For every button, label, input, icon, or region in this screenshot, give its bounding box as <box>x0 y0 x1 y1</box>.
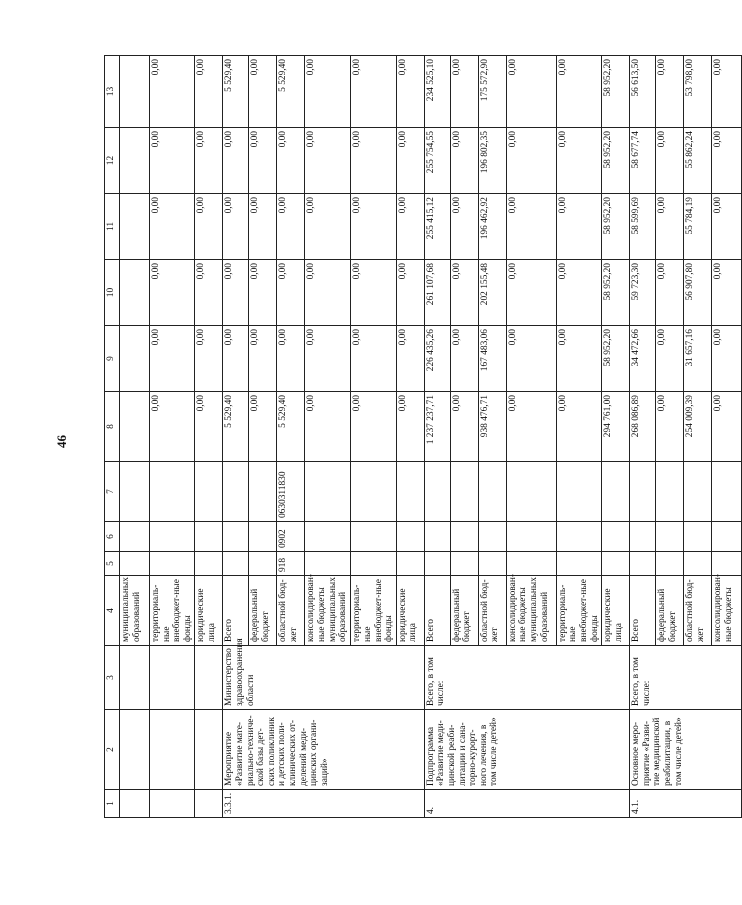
value-cell: 0,00 <box>656 260 684 326</box>
code-cell <box>630 522 656 552</box>
value-cell: 0,00 <box>223 260 249 326</box>
value-cell: 0,00 <box>450 56 478 128</box>
code-cell <box>656 462 684 522</box>
code-cell <box>630 552 656 576</box>
value-cell: 0,00 <box>556 194 601 260</box>
code-cell <box>424 522 450 552</box>
code-cell <box>684 552 712 576</box>
value-cell <box>120 260 150 326</box>
value-cell: 0,00 <box>506 194 556 260</box>
value-cell: 261 107,68 <box>424 260 450 326</box>
code-cell <box>223 522 249 552</box>
code-cell <box>223 552 249 576</box>
header-row <box>105 56 120 818</box>
source-cell: консолидирован-ные бюджеты муниципальных образований <box>305 576 351 646</box>
value-cell: 0,00 <box>556 326 601 392</box>
value-cell: 0,00 <box>195 128 223 194</box>
value-cell: 226 435,26 <box>424 326 450 392</box>
responsible-cell: Всего, в том числе: <box>630 646 742 710</box>
value-cell: 5 529,40 <box>223 56 249 128</box>
header-cell: 13 <box>105 56 120 128</box>
table-row <box>195 56 223 818</box>
responsible-cell <box>195 646 223 710</box>
value-cell: 0,00 <box>556 392 601 462</box>
source-cell: юридические лица <box>396 576 424 646</box>
value-cell: 0,00 <box>305 260 351 326</box>
value-cell: 0,00 <box>305 194 351 260</box>
code-cell <box>656 522 684 552</box>
value-cell: 5 529,40 <box>277 392 305 462</box>
value-cell: 0,00 <box>556 56 601 128</box>
value-cell: 234 525,10 <box>424 56 450 128</box>
value-cell <box>120 128 150 194</box>
table-row <box>120 56 150 818</box>
code-cell <box>249 522 277 552</box>
value-cell: 0,00 <box>195 392 223 462</box>
code-cell: 0902 <box>277 522 305 552</box>
budget-table <box>104 55 742 818</box>
value-cell <box>120 194 150 260</box>
value-cell: 56 613,50 <box>630 56 656 128</box>
source-cell: консолидирован-ные бюджеты муниципальных образований <box>506 576 556 646</box>
value-cell: 58 952,20 <box>602 260 630 326</box>
value-cell: 0,00 <box>506 326 556 392</box>
code-cell <box>450 462 478 522</box>
value-cell: 0,00 <box>396 194 424 260</box>
code-cell <box>249 462 277 522</box>
value-cell: 0,00 <box>656 56 684 128</box>
value-cell: 0,00 <box>396 260 424 326</box>
value-cell: 0,00 <box>249 326 277 392</box>
source-cell: муниципальных образований <box>120 576 150 646</box>
code-cell <box>712 552 742 576</box>
value-cell: 167 483,06 <box>478 326 506 392</box>
value-cell: 0,00 <box>712 392 742 462</box>
code-cell: 0630311830 <box>277 462 305 522</box>
source-cell: территориаль-ные внебюджет-ные фонды <box>556 576 601 646</box>
value-cell: 0,00 <box>450 326 478 392</box>
value-cell: 0,00 <box>150 56 195 128</box>
value-cell: 0,00 <box>656 128 684 194</box>
code-cell <box>305 552 351 576</box>
code-cell <box>478 552 506 576</box>
value-cell: 0,00 <box>656 392 684 462</box>
value-cell: 0,00 <box>223 128 249 194</box>
code-cell <box>150 522 195 552</box>
code-cell <box>195 462 223 522</box>
value-cell: 0,00 <box>450 260 478 326</box>
source-cell: федеральный бюджет <box>450 576 478 646</box>
code-cell <box>478 462 506 522</box>
value-cell: 0,00 <box>223 326 249 392</box>
value-cell: 255 754,55 <box>424 128 450 194</box>
value-cell: 56 907,80 <box>684 260 712 326</box>
value-cell: 0,00 <box>351 260 396 326</box>
value-cell: 175 572,90 <box>478 56 506 128</box>
value-cell: 0,00 <box>195 326 223 392</box>
value-cell: 0,00 <box>656 326 684 392</box>
code-cell <box>305 522 351 552</box>
value-cell: 0,00 <box>305 326 351 392</box>
value-cell: 0,00 <box>150 128 195 194</box>
value-cell: 0,00 <box>556 260 601 326</box>
code-cell <box>602 522 630 552</box>
header-cell: 1 <box>105 790 120 818</box>
value-cell: 0,00 <box>277 194 305 260</box>
value-cell: 938 476,71 <box>478 392 506 462</box>
responsible-cell: Всего, в том числе: <box>424 646 629 710</box>
measure-name-cell: Подпрограмма «Развитие меди-цинской реаби-литации и сана-торно-курорт-ного лечения, в том числе детей» <box>424 710 629 790</box>
code-cell <box>450 552 478 576</box>
value-cell: 0,00 <box>351 326 396 392</box>
value-cell: 0,00 <box>305 392 351 462</box>
value-cell: 0,00 <box>396 128 424 194</box>
code-cell <box>602 552 630 576</box>
value-cell: 0,00 <box>249 392 277 462</box>
source-cell: областной бюд-жет <box>684 576 712 646</box>
value-cell: 196 462,92 <box>478 194 506 260</box>
value-cell: 58 952,20 <box>602 194 630 260</box>
value-cell: 0,00 <box>223 194 249 260</box>
source-cell: Всего <box>223 576 249 646</box>
code-cell <box>556 552 601 576</box>
value-cell: 0,00 <box>351 194 396 260</box>
source-cell: территориаль-ные внебюджет-ные фонды <box>150 576 195 646</box>
value-cell: 0,00 <box>277 326 305 392</box>
header-cell: 5 <box>105 552 120 576</box>
value-cell: 58 952,20 <box>602 128 630 194</box>
table-row <box>223 56 249 818</box>
code-cell: 918 <box>277 552 305 576</box>
value-cell: 0,00 <box>656 194 684 260</box>
code-cell <box>712 462 742 522</box>
code-cell <box>351 552 396 576</box>
table-row <box>424 56 450 818</box>
value-cell: 0,00 <box>195 194 223 260</box>
value-cell: 34 472,66 <box>630 326 656 392</box>
value-cell: 0,00 <box>506 392 556 462</box>
code-cell <box>351 462 396 522</box>
value-cell: 0,00 <box>150 392 195 462</box>
code-cell <box>195 522 223 552</box>
source-cell: областной бюд-жет <box>478 576 506 646</box>
code-cell <box>195 552 223 576</box>
value-cell <box>120 326 150 392</box>
code-cell <box>684 522 712 552</box>
value-cell: 0,00 <box>712 194 742 260</box>
value-cell: 58 599,69 <box>630 194 656 260</box>
code-cell <box>120 462 150 522</box>
value-cell: 0,00 <box>150 326 195 392</box>
responsible-cell: Министерство здравоохранения области <box>223 646 424 710</box>
code-cell <box>684 462 712 522</box>
measure-name-cell <box>120 710 150 790</box>
value-cell: 1 237 237,71 <box>424 392 450 462</box>
measure-name-cell: Мероприятие «Развитие мате-риально-техниче-ской базы дет-ских поликлиник и детских поли-клинических от-делений меди-цинских органи-заций» <box>223 710 424 790</box>
value-cell <box>120 392 150 462</box>
code-cell <box>249 552 277 576</box>
source-cell: юридические лица <box>195 576 223 646</box>
value-cell: 0,00 <box>249 128 277 194</box>
value-cell: 59 723,30 <box>630 260 656 326</box>
value-cell: 0,00 <box>506 56 556 128</box>
code-cell <box>506 462 556 522</box>
value-cell: 58 952,20 <box>602 56 630 128</box>
header-cell: 9 <box>105 326 120 392</box>
code-cell <box>712 522 742 552</box>
code-cell <box>396 462 424 522</box>
value-cell: 0,00 <box>351 392 396 462</box>
value-cell: 0,00 <box>277 128 305 194</box>
table-body <box>105 56 742 818</box>
header-cell: 7 <box>105 462 120 522</box>
code-cell <box>150 462 195 522</box>
value-cell: 0,00 <box>506 128 556 194</box>
measure-name-cell <box>195 710 223 790</box>
responsible-cell <box>120 646 150 710</box>
value-cell: 0,00 <box>351 56 396 128</box>
value-cell: 0,00 <box>277 260 305 326</box>
value-cell: 0,00 <box>450 128 478 194</box>
header-cell: 6 <box>105 522 120 552</box>
value-cell: 0,00 <box>305 56 351 128</box>
code-cell <box>223 462 249 522</box>
value-cell: 31 657,16 <box>684 326 712 392</box>
value-cell: 0,00 <box>450 392 478 462</box>
value-cell: 254 009,39 <box>684 392 712 462</box>
value-cell: 55 784,19 <box>684 194 712 260</box>
value-cell: 0,00 <box>150 194 195 260</box>
value-cell: 5 529,40 <box>277 56 305 128</box>
value-cell: 58 952,20 <box>602 326 630 392</box>
row-number-cell: 3.3.1. <box>223 790 424 818</box>
value-cell: 55 862,24 <box>684 128 712 194</box>
code-cell <box>424 552 450 576</box>
value-cell: 0,00 <box>712 326 742 392</box>
code-cell <box>120 552 150 576</box>
code-cell <box>396 552 424 576</box>
value-cell: 0,00 <box>351 128 396 194</box>
code-cell <box>506 522 556 552</box>
source-cell: Всего <box>424 576 450 646</box>
value-cell: 0,00 <box>249 194 277 260</box>
source-cell: областной бюд-жет <box>277 576 305 646</box>
source-cell: федеральный бюджет <box>249 576 277 646</box>
header-cell: 3 <box>105 646 120 710</box>
measure-name-cell: Основное меро-приятие «Разви-тие медицинской реабилитации, в том числе детей» <box>630 710 742 790</box>
source-cell: территориаль-ные внебюджет-ные фонды <box>351 576 396 646</box>
row-number-cell <box>195 790 223 818</box>
value-cell: 196 802,35 <box>478 128 506 194</box>
code-cell <box>305 462 351 522</box>
code-cell <box>478 522 506 552</box>
table-row <box>630 56 656 818</box>
value-cell: 0,00 <box>249 56 277 128</box>
row-number-cell: 4. <box>424 790 629 818</box>
source-cell: юридические лица <box>602 576 630 646</box>
value-cell: 0,00 <box>712 128 742 194</box>
value-cell: 0,00 <box>249 260 277 326</box>
value-cell: 268 086,89 <box>630 392 656 462</box>
code-cell <box>506 552 556 576</box>
code-cell <box>396 522 424 552</box>
code-cell <box>556 462 601 522</box>
code-cell <box>556 522 601 552</box>
header-cell: 4 <box>105 576 120 646</box>
page-number: 46 <box>54 435 69 448</box>
responsible-cell <box>150 646 195 710</box>
budget-table-rotated <box>104 56 734 818</box>
source-cell: консолидирован-ные бюджеты <box>712 576 742 646</box>
value-cell <box>120 56 150 128</box>
source-cell: Всего <box>630 576 656 646</box>
code-cell <box>656 552 684 576</box>
value-cell: 5 529,40 <box>223 392 249 462</box>
value-cell: 0,00 <box>150 260 195 326</box>
code-cell <box>450 522 478 552</box>
value-cell: 58 677,74 <box>630 128 656 194</box>
code-cell <box>424 462 450 522</box>
value-cell: 0,00 <box>712 56 742 128</box>
value-cell: 0,00 <box>396 392 424 462</box>
value-cell: 0,00 <box>556 128 601 194</box>
code-cell <box>351 522 396 552</box>
code-cell <box>630 462 656 522</box>
value-cell: 0,00 <box>195 56 223 128</box>
value-cell: 0,00 <box>396 326 424 392</box>
header-cell: 8 <box>105 392 120 462</box>
measure-name-cell <box>150 710 195 790</box>
row-number-cell <box>150 790 195 818</box>
row-number-cell <box>120 790 150 818</box>
value-cell: 53 798,00 <box>684 56 712 128</box>
header-cell: 11 <box>105 194 120 260</box>
header-cell: 2 <box>105 710 120 790</box>
code-cell <box>150 552 195 576</box>
value-cell: 0,00 <box>305 128 351 194</box>
row-number-cell: 4.1. <box>630 790 742 818</box>
value-cell: 0,00 <box>506 260 556 326</box>
value-cell: 0,00 <box>450 194 478 260</box>
code-cell <box>602 462 630 522</box>
value-cell: 0,00 <box>396 56 424 128</box>
value-cell: 0,00 <box>712 260 742 326</box>
code-cell <box>120 522 150 552</box>
header-cell: 12 <box>105 128 120 194</box>
value-cell: 0,00 <box>195 260 223 326</box>
header-cell: 10 <box>105 260 120 326</box>
value-cell: 294 761,00 <box>602 392 630 462</box>
source-cell: федеральный бюджет <box>656 576 684 646</box>
value-cell: 255 415,12 <box>424 194 450 260</box>
value-cell: 202 155,48 <box>478 260 506 326</box>
table-row <box>150 56 195 818</box>
